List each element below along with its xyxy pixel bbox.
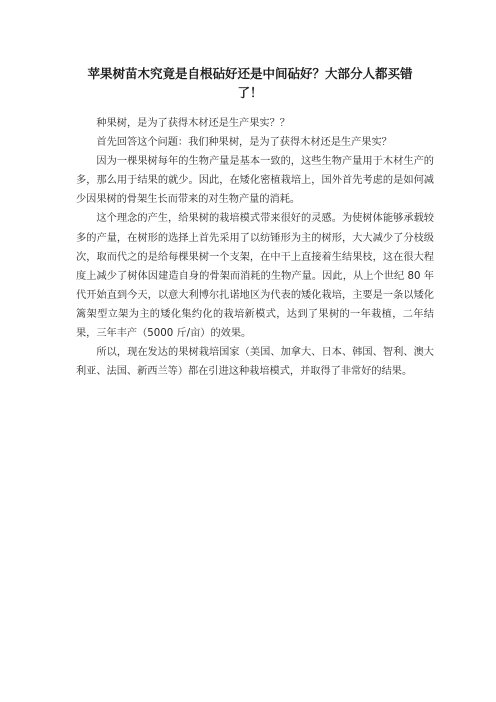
paragraph: 首先回答这个问题：我们种果树，是为了获得木材还是生产果实？ — [96, 137, 392, 149]
paragraph: 种果树，是为了获得木材还是生产果实？？ — [96, 118, 290, 129]
paragraph: 这个理念的产生，给果树的栽培模式带来很好的灵感。为使树体能够承载较多的产量，在树形的选择上首先采用了以纺锤形为主的树形，大大减少了分枝级次，取而代之的是给每棵果树一个支架，在中干上直接着生结果枝，这在很大程度上减少了树体因建造自身的骨架而消耗的生物产量。因此，从上个世纪 80 年代开始直到今天，以意大利博尔扎诺地区为代表的矮化栽培，主要是一条以矮化篱架型立架为主的矮化集约化的栽培新模式，达到了果树的一年栽植，二年结果，三年丰产（5000 斤/亩）的效果。 — [76, 213, 434, 340]
paragraph: 所以，现在发达的果树栽培国家（美国、加拿大、日本、韩国、智利、澳大利亚、法国、新西兰等）都在引进这种栽培模式，并取得了非常好的结果。 — [76, 347, 434, 378]
document-title: 苹果树苗木究竟是自根砧好还是中间砧好？大部分人都买错了！ — [87, 66, 413, 100]
document-body — [76, 114, 434, 381]
paragraph: 因为一棵果树每年的生物产量是基本一致的，这些生物产量用于木材生产的多，那么用于结果的就少。因此，在矮化密植栽培上，国外首先考虑的是如何减少因果树的骨架生长而带来的对生物产量的消耗。 — [76, 156, 434, 206]
